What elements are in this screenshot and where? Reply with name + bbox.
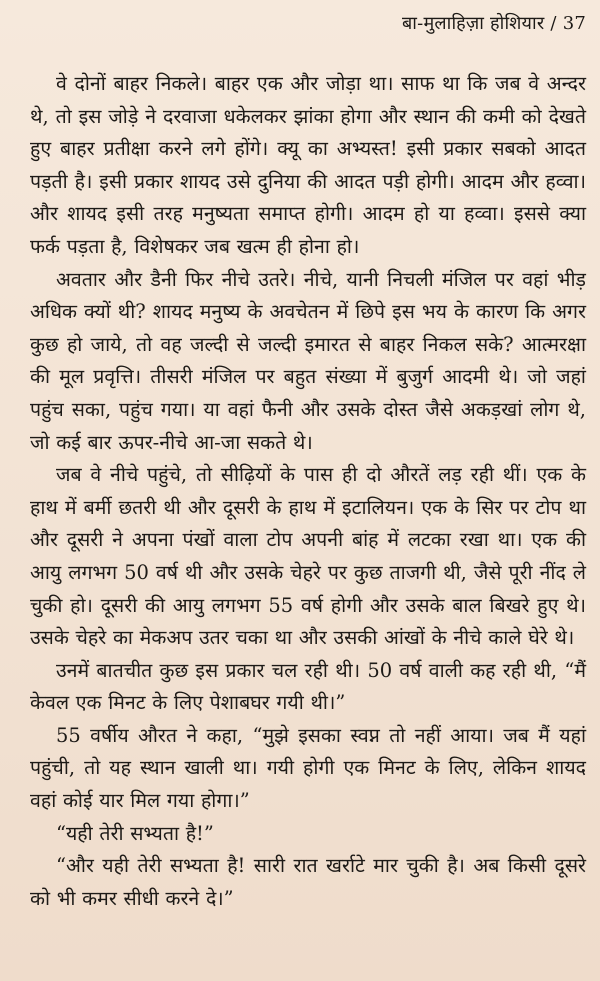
running-header <box>30 12 586 40</box>
running-title: बा-मुलाहिज़ा होशियार <box>402 13 545 34</box>
header-separator: / <box>550 13 557 34</box>
paragraph: वे दोनों बाहर निकले। बाहर एक और जोड़ा था। साफ था कि जब वे अन्दर थे, तो इस जोड़े ने दरवाजा धकेलकर झांका होगा और स्थान की कमी को देखते हुए बाहर प्रतीक्षा करने लगे होंगे। क्यू का अभ्यस्त! इसी प्रकार सबको आदत पड़ती है। इसी प्रकार शायद उसे दुनिया की आदत पड़ी होगी। आदम और हव्वा। और शायद इसी तरह मनुष्यता समाप्त होगी। आदम हो या हव्वा। इससे क्या फर्क पड़ता है, विशेषकर जब खत्म ही होना हो। <box>30 72 586 258</box>
paragraph: जब वे नीचे पहुंचे, तो सीढ़ियों के पास ही दो औरतें लड़ रही थीं। एक के हाथ में बर्मी छतरी थी और दूसरी के हाथ में इटालियन। एक के सिर पर टोप था और दूसरी ने अपना पंखों वाला टोप अपनी बांह में लटका रखा था। एक की आयु लगभग 50 वर्ष थी और उसके चेहरे पर कुछ ताजगी थी, जैसे पूरी नींद ले चुकी हो। दूसरी की आयु लगभग 55 वर्ष होगी और उसके बाल बिखरे हुए थे। उसके चेहरे का मेकअप उतर चका था और उसकी आंखों के नीचे काले घेरे थे। <box>30 463 586 650</box>
paragraph: 55 वर्षीय औरत ने कहा, “मुझे इसका स्वप्न तो नहीं आया। जब मैं यहां पहुंची, तो यह स्थान खाली था। गयी होगी एक मिनट के लिए, लेकिन शायद वहां कोई यार मिल गया होगा।” <box>30 723 586 813</box>
page-number: 37 <box>562 13 586 34</box>
paragraph: “यही तेरी सभ्यता है!” <box>56 821 214 845</box>
body-text <box>30 68 586 915</box>
paragraph: अवतार और डैनी फिर नीचे उतरे। नीचे, यानी निचली मंजिल पर वहां भीड़ अधिक क्यों थी? शायद मनुष्य के अवचेतन में छिपे इस भय के कारण कि अगर कुछ हो जाये, तो वह जल्दी से जल्दी इमारत से बाहर निकल सके? आत्मरक्षा की मूल प्रवृत्ति। तीसरी मंजिल पर बहुत संख्या में बुजुर्ग आदमी थे। जो जहां पहुंच सका, पहुंच गया। या वहां फैनी और उसके दोस्त जैसे अकड़खां लोग थे, जो कई बार ऊपर-नीचे आ-जा सकते थे। <box>30 267 586 454</box>
paragraph: “और यही तेरी सभ्यता है! सारी रात खर्राटे मार चुकी है। अब किसी दूसरे को भी कमर सीधी करने दे।” <box>30 854 586 910</box>
paragraph: उनमें बातचीत कुछ इस प्रकार चल रही थी। 50 वर्ष वाली कह रही थी, “मैं केवल एक मिनट के लिए पेशाबघर गयी थी।” <box>30 658 586 715</box>
